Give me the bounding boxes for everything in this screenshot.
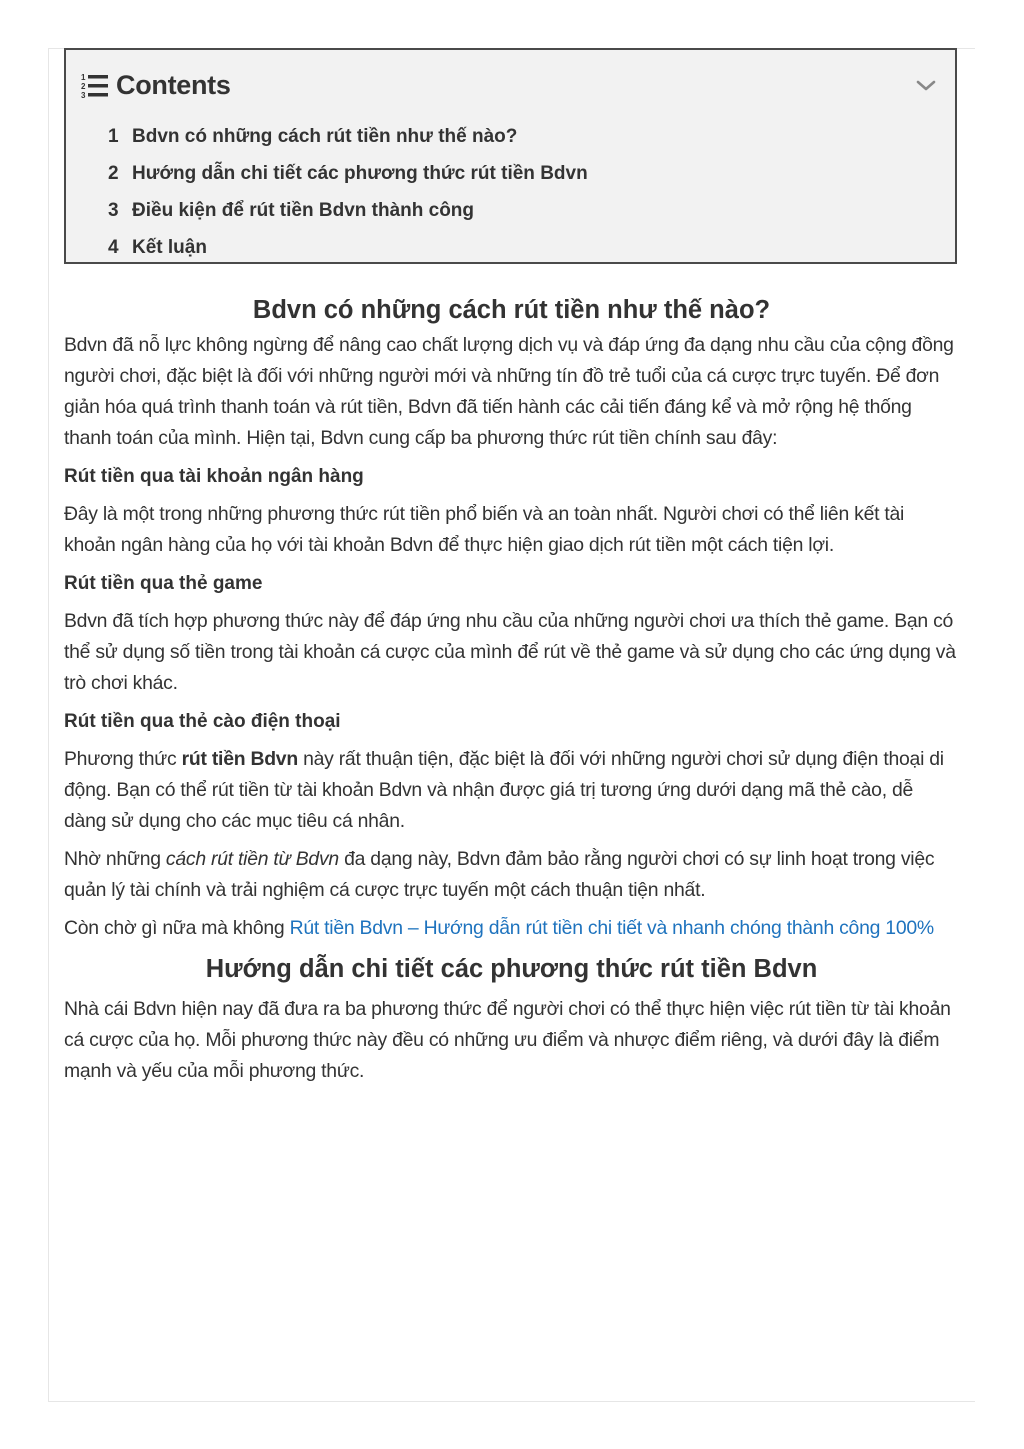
subheading: Rút tiền qua tài khoản ngân hàng (64, 466, 364, 487)
toc-item[interactable] (108, 125, 588, 162)
paragraph: Bdvn đã nỗ lực không ngừng để nâng cao chất lượng dịch vụ và đáp ứng đa dạng nhu cầu của cộng đồng người chơi, đặc biệt là đối với những người mới và những tín đồ trẻ tuổi của cá cược trực tuyến. Để đơn giản hóa quá trình thanh toán và rút tiền, Bdvn đã tiến hành các cải tiến đáng kể và mở rộng hệ thống thanh toán của mình. Hiện tại, Bdvn cung cấp ba phương thức rút tiền chính sau đây: (64, 334, 954, 449)
paragraph: Đây là một trong những phương thức rút tiền phổ biến và an toàn nhất. Người chơi có thể liên kết tài khoản ngân hàng của họ với tài khoản Bdvn để thực hiện giao dịch rút tiền một cách tiện lợi. (64, 503, 905, 556)
italic-text: cách rút tiền từ Bdvn (165, 848, 339, 870)
subheading: Rút tiền qua thẻ game (64, 573, 263, 594)
paragraph: Bdvn đã tích hợp phương thức này để đáp ứng nhu cầu của những người chơi ưa thích thẻ game. Bạn có thể sử dụng số tiền trong tài khoản cá cược của mình để rút về thẻ game và sử dụng cho các ứng dụng và trò chơi khác. (64, 610, 956, 694)
article-link[interactable]: Rút tiền Bdvn – Hướng dẫn rút tiền chi tiết và nhanh chóng thành công 100% (289, 917, 934, 939)
toc-item-number: 2 (108, 163, 119, 184)
table-of-contents (64, 48, 957, 264)
toc-item-number: 3 (108, 200, 119, 221)
svg-text:3: 3 (81, 90, 86, 100)
toc-item[interactable] (108, 236, 588, 273)
toc-item-link[interactable]: Bdvn có những cách rút tiền như thế nào? (132, 126, 518, 147)
section-heading: Bdvn có những cách rút tiền như thế nào? (252, 296, 771, 324)
paragraph: Nhà cái Bdvn hiện nay đã đưa ra ba phương thức để người chơi có thể thực hiện việc rút tiền từ tài khoản cá cược của họ. Mỗi phương thức này đều có những ưu điểm và nhược điểm riêng, và dưới đây là điểm mạnh và yếu của mỗi phương thức. (64, 998, 951, 1082)
paragraph (64, 744, 959, 837)
article-content (64, 290, 959, 1087)
svg-text:2: 2 (81, 81, 86, 91)
toc-item-number: 4 (108, 237, 119, 258)
svg-text:1: 1 (81, 72, 86, 82)
toc-item-number: 1 (108, 126, 119, 147)
text-run: Còn chờ gì nữa mà không (64, 917, 290, 939)
paragraph (64, 844, 959, 906)
text-run: Phương thức (64, 748, 182, 770)
toc-item[interactable] (108, 199, 588, 236)
bold-text: rút tiền Bdvn (181, 748, 298, 770)
paragraph (64, 913, 959, 944)
text-run: đa dạng này, Bdvn đảm bảo rằng người chơi có sự linh hoạt trong việc quản lý tài chính và trải nghiệm cá cược trực tuyến một cách thuận tiện nhất. (64, 848, 935, 901)
toc-item[interactable] (108, 162, 588, 199)
chevron-down-icon[interactable] (915, 74, 937, 96)
text-run: Nhờ những (64, 848, 166, 870)
toc-item-link[interactable]: Hướng dẫn chi tiết các phương thức rút tiền Bdvn (132, 163, 588, 184)
numbered-list-icon (80, 71, 110, 101)
subheading: Rút tiền qua thẻ cào điện thoại (64, 711, 341, 732)
toc-item-link[interactable]: Điều kiện để rút tiền Bdvn thành công (132, 200, 475, 221)
toc-list (108, 125, 588, 273)
text-run: này rất thuận tiện, đặc biệt là đối với những người chơi sử dụng điện thoại di động. Bạn có thể rút tiền từ tài khoản Bdvn và nhận được giá trị tương ứng dưới dạng mã thẻ cào, dễ dàng sử dụng cho các mục tiêu cá nhân. (64, 748, 944, 832)
section-heading: Hướng dẫn chi tiết các phương thức rút tiền Bdvn (205, 955, 818, 983)
toc-title: Contents (116, 70, 231, 100)
toc-item-link[interactable]: Kết luận (132, 237, 207, 258)
toc-header (80, 70, 231, 101)
